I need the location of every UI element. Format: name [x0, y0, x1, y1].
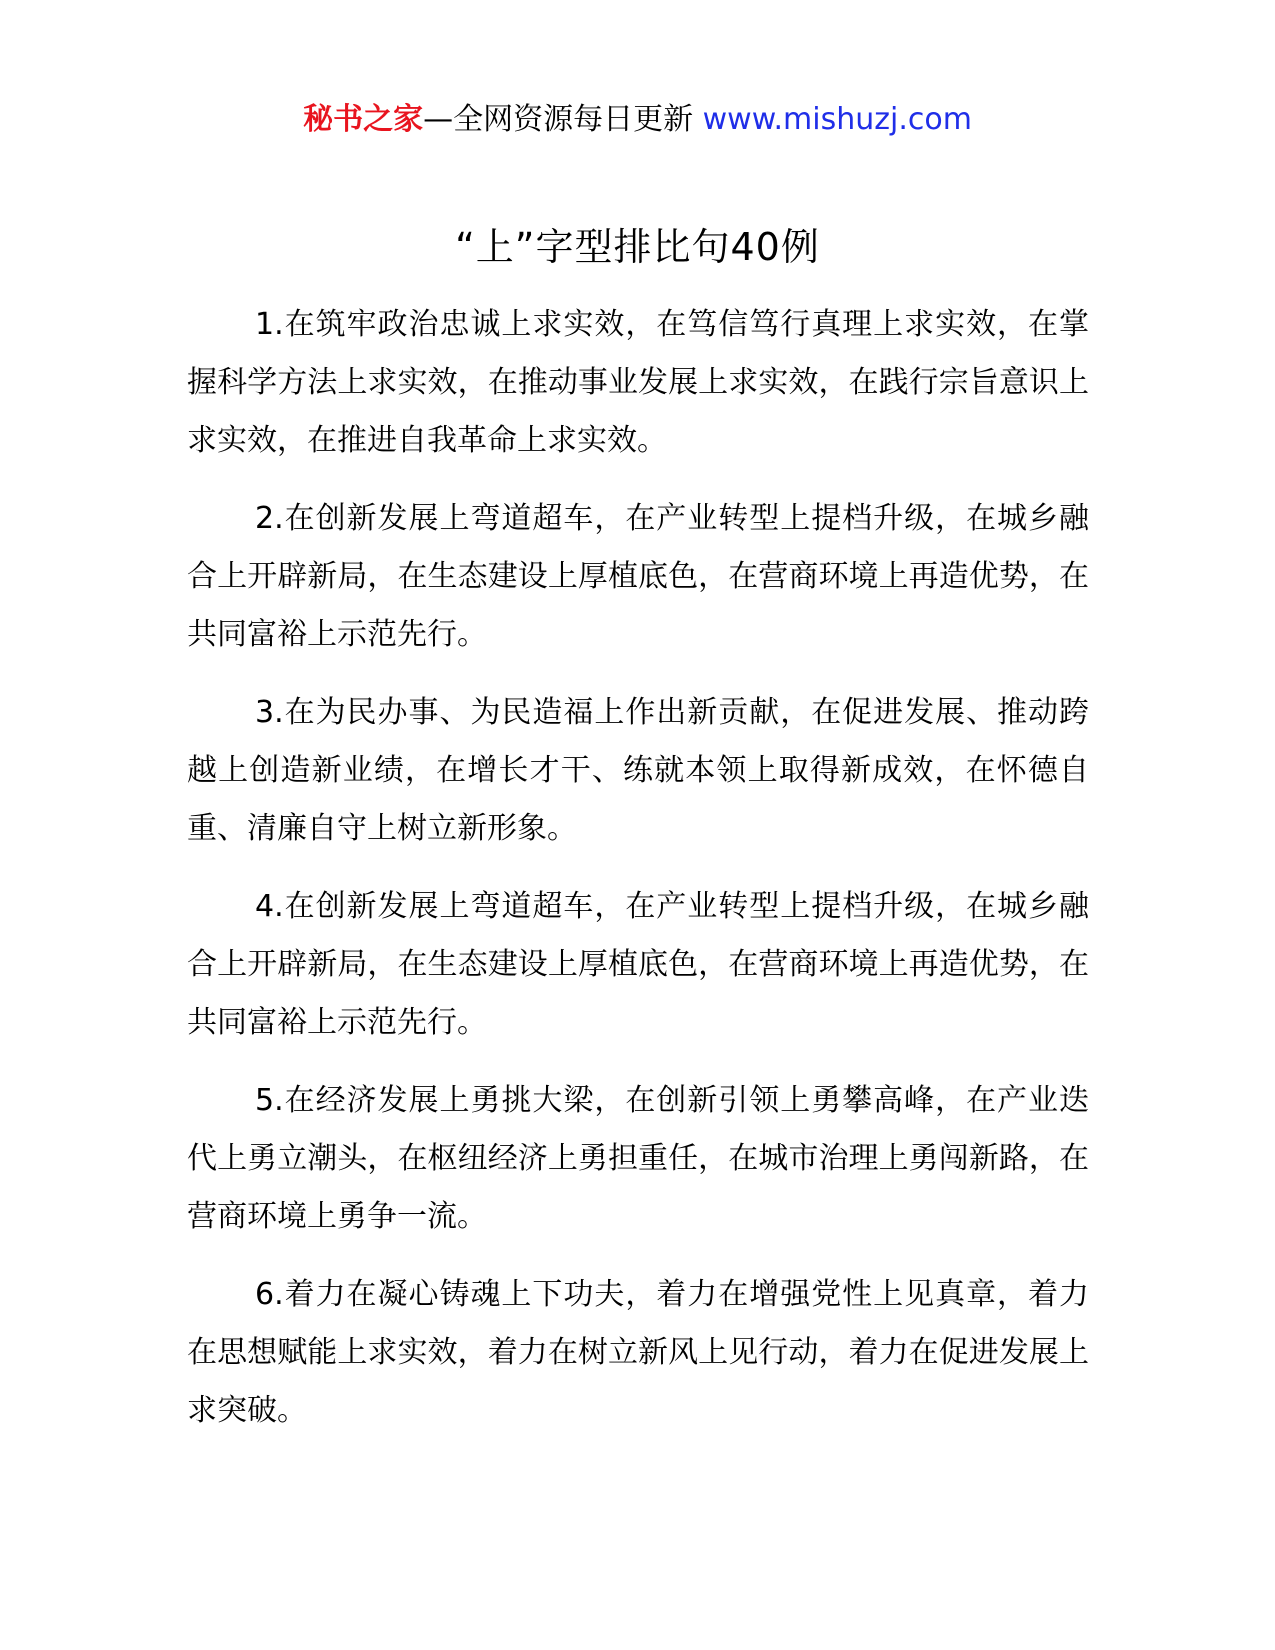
paragraph-5: 5.在经济发展上勇挑大梁，在创新引领上勇攀高峰，在产业迭代上勇立潮头，在枢纽经济上勇担重任，在城市治理上勇闯新路，在营商环境上勇争一流。: [187, 1083, 1089, 1234]
document-title: “上”字型排比句40例: [455, 225, 820, 269]
document-body: [187, 296, 1089, 1460]
site-url-link[interactable]: www.mishuzj.com: [702, 102, 972, 137]
site-header: [0, 100, 1275, 140]
header-tagline: —全网资源每日更新: [423, 102, 694, 137]
paragraph-4: 4.在创新发展上弯道超车，在产业转型上提档升级，在城乡融合上开辟新局，在生态建设上厚植底色，在营商环境上再造优势，在共同富裕上示范先行。: [187, 889, 1089, 1040]
paragraph-1: 1.在筑牢政治忠诚上求实效，在笃信笃行真理上求实效，在掌握科学方法上求实效，在推动事业发展上求实效，在践行宗旨意识上求实效，在推进自我革命上求实效。: [187, 307, 1089, 458]
paragraph-2: 2.在创新发展上弯道超车，在产业转型上提档升级，在城乡融合上开辟新局，在生态建设上厚植底色，在营商环境上再造优势，在共同富裕上示范先行。: [187, 501, 1089, 652]
brand-name: 秘书之家: [303, 102, 424, 137]
paragraph-6: 6.着力在凝心铸魂上下功夫，着力在增强党性上见真章，着力在思想赋能上求实效，着力在树立新风上见行动，着力在促进发展上求突破。: [187, 1277, 1089, 1428]
paragraph-3: 3.在为民办事、为民造福上作出新贡献，在促进发展、推动跨越上创造新业绩，在增长才干、练就本领上取得新成效，在怀德自重、清廉自守上树立新形象。: [187, 695, 1089, 846]
